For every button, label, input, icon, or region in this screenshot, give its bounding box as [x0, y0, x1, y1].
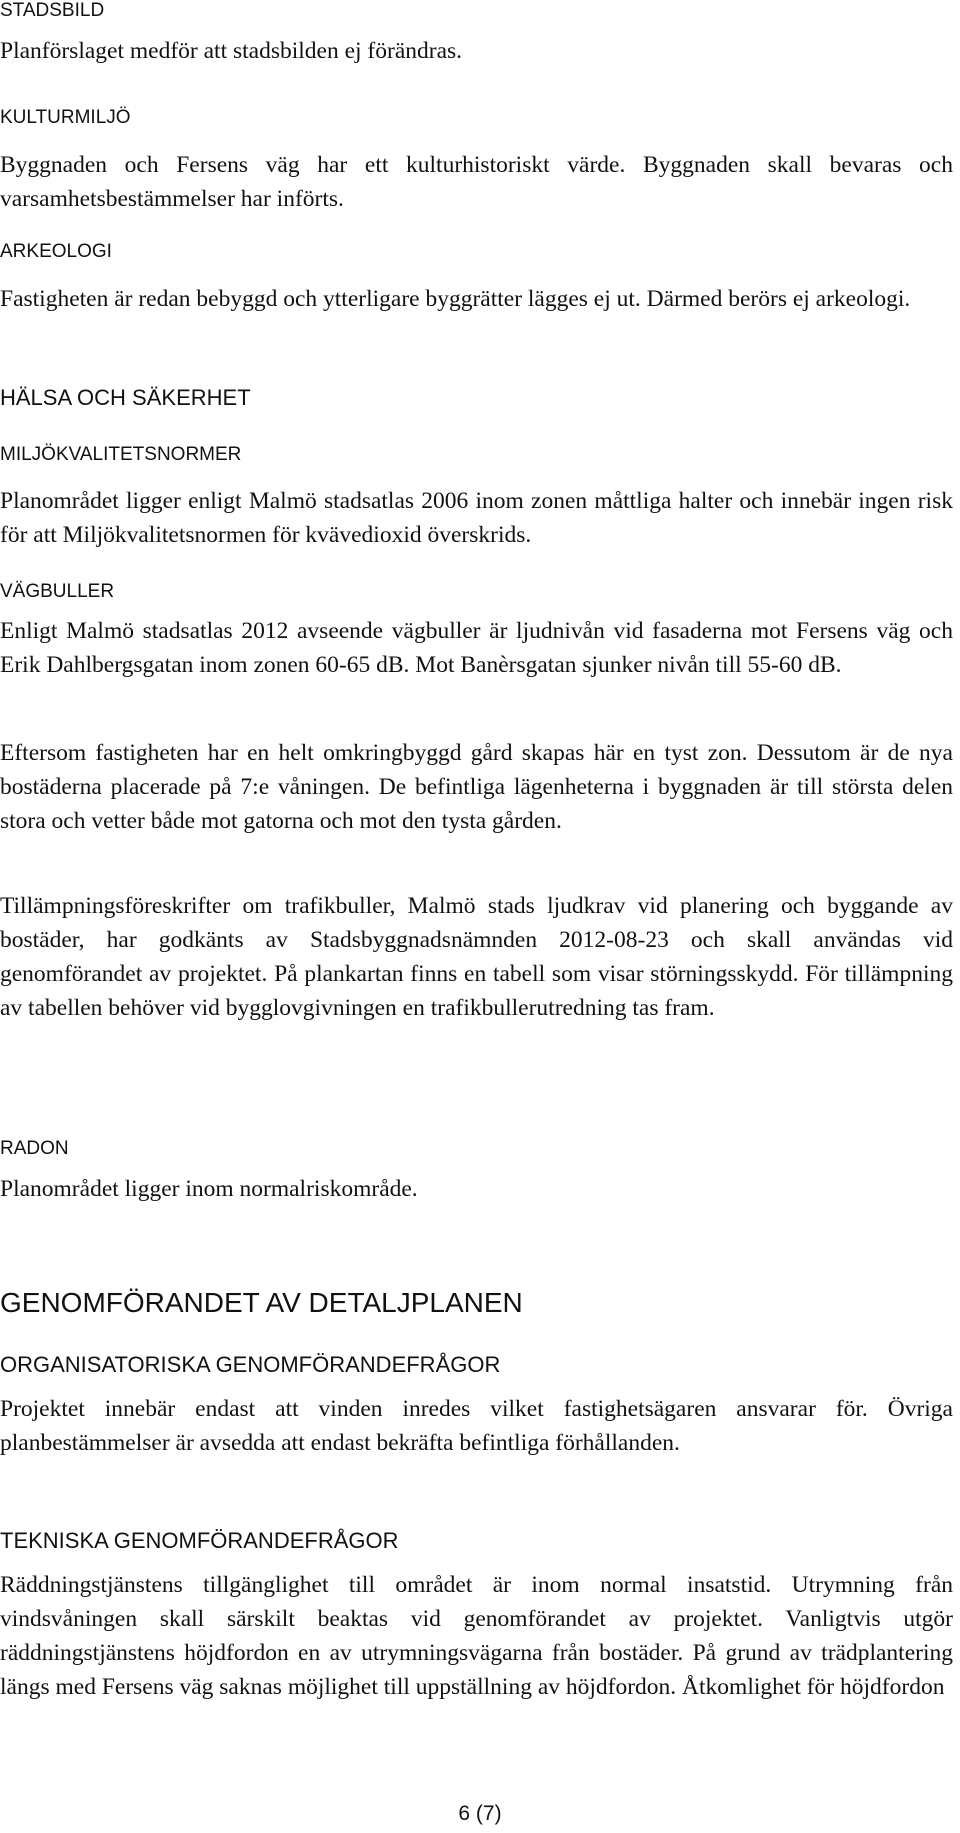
heading-miljokvalitetsnormer: MILJÖKVALITETSNORMER	[0, 444, 242, 465]
text-stadsbild: Planförslaget medför att stadsbilden ej förändras.	[0, 38, 463, 64]
heading-kulturmiljo: KULTURMILJÖ	[0, 107, 131, 128]
text-arkeologi: Fastigheten är redan bebyggd och ytterligare byggrätter lägges ej ut. Därmed berörs ej arkeologi.	[0, 286, 911, 312]
text-radon: Planområdet ligger inom normalriskområde.	[0, 1176, 418, 1202]
text-vagbuller-1: Enligt Malmö stadsatlas 2012 avseende vägbuller är ljudnivån vid fasaderna mot Fersens väg och Erik Dahlbergsgatan inom zonen 60-65 dB. Mot Banèrsgatan sjunker nivån till 55-60 dB.	[0, 618, 953, 678]
heading-tekniska: TEKNISKA GENOMFÖRANDEFRÅGOR	[0, 1528, 399, 1553]
text-kulturmiljo: Byggnaden och Fersens väg har ett kulturhistoriskt värde. Byggnaden skall bevaras och varsamhetsbestämmelser har införts.	[0, 152, 953, 212]
text-organisatoriska: Projektet innebär endast att vinden inredes vilket fastighetsägaren ansvarar för. Övriga planbestämmelser är avsedda att endast bekräfta befintliga förhållanden.	[0, 1396, 953, 1456]
text-vagbuller-2: Eftersom fastigheten har en helt omkringbyggd gård skapas här en tyst zon. Dessutom är de nya bostäderna placerade på 7:e våningen. De befintliga lägenheterna i byggnaden är till största delen stora och vetter både mot gatorna och mot den tysta gården.	[0, 740, 953, 834]
heading-stadsbild: STADSBILD	[0, 0, 105, 21]
heading-arkeologi: ARKEOLOGI	[0, 241, 112, 262]
text-tekniska: Räddningstjänstens tillgänglighet till området är inom normal insatstid. Utrymning från vindsvåningen skall särskilt beaktas vid genomförandet av projektet. Vanligtvis utgör räddningstjänstens höjdfordon en av utrymningsvägarna från bostäder. På grund av trädplantering längs med Fersens väg saknas möjlighet till uppställning av höjdfordon. Åtkomlighet för höjdfordon	[0, 1572, 953, 1700]
heading-halsa-och-sakerhet: HÄLSA OCH SÄKERHET	[0, 385, 251, 410]
heading-vagbuller: VÄGBULLER	[0, 581, 115, 602]
heading-organisatoriska: ORGANISATORISKA GENOMFÖRANDEFRÅGOR	[0, 1352, 501, 1377]
text-vagbuller-3: Tillämpningsföreskrifter om trafikbuller, Malmö stads ljudkrav vid planering och byggande av bostäder, har godkänts av Stadsbyggnadsnämnden 2012-08-23 och skall användas vid genomförandet av projektet. På plankartan finns en tabell som visar störningsskydd. För tillämpning av tabellen behöver vid bygglovgivningen en trafikbullerutredning tas fram.	[0, 893, 953, 1021]
text-miljokvalitetsnormer: Planområdet ligger enligt Malmö stadsatlas 2006 inom zonen måttliga halter och innebär ingen risk för att Miljökvalitetsnormen för kvävedioxid överskrids.	[0, 488, 953, 548]
page-number: 6 (7)	[458, 1802, 502, 1825]
heading-genomforandet: GENOMFÖRANDET AV DETALJPLANEN	[0, 1287, 523, 1318]
heading-radon: RADON	[0, 1138, 69, 1159]
